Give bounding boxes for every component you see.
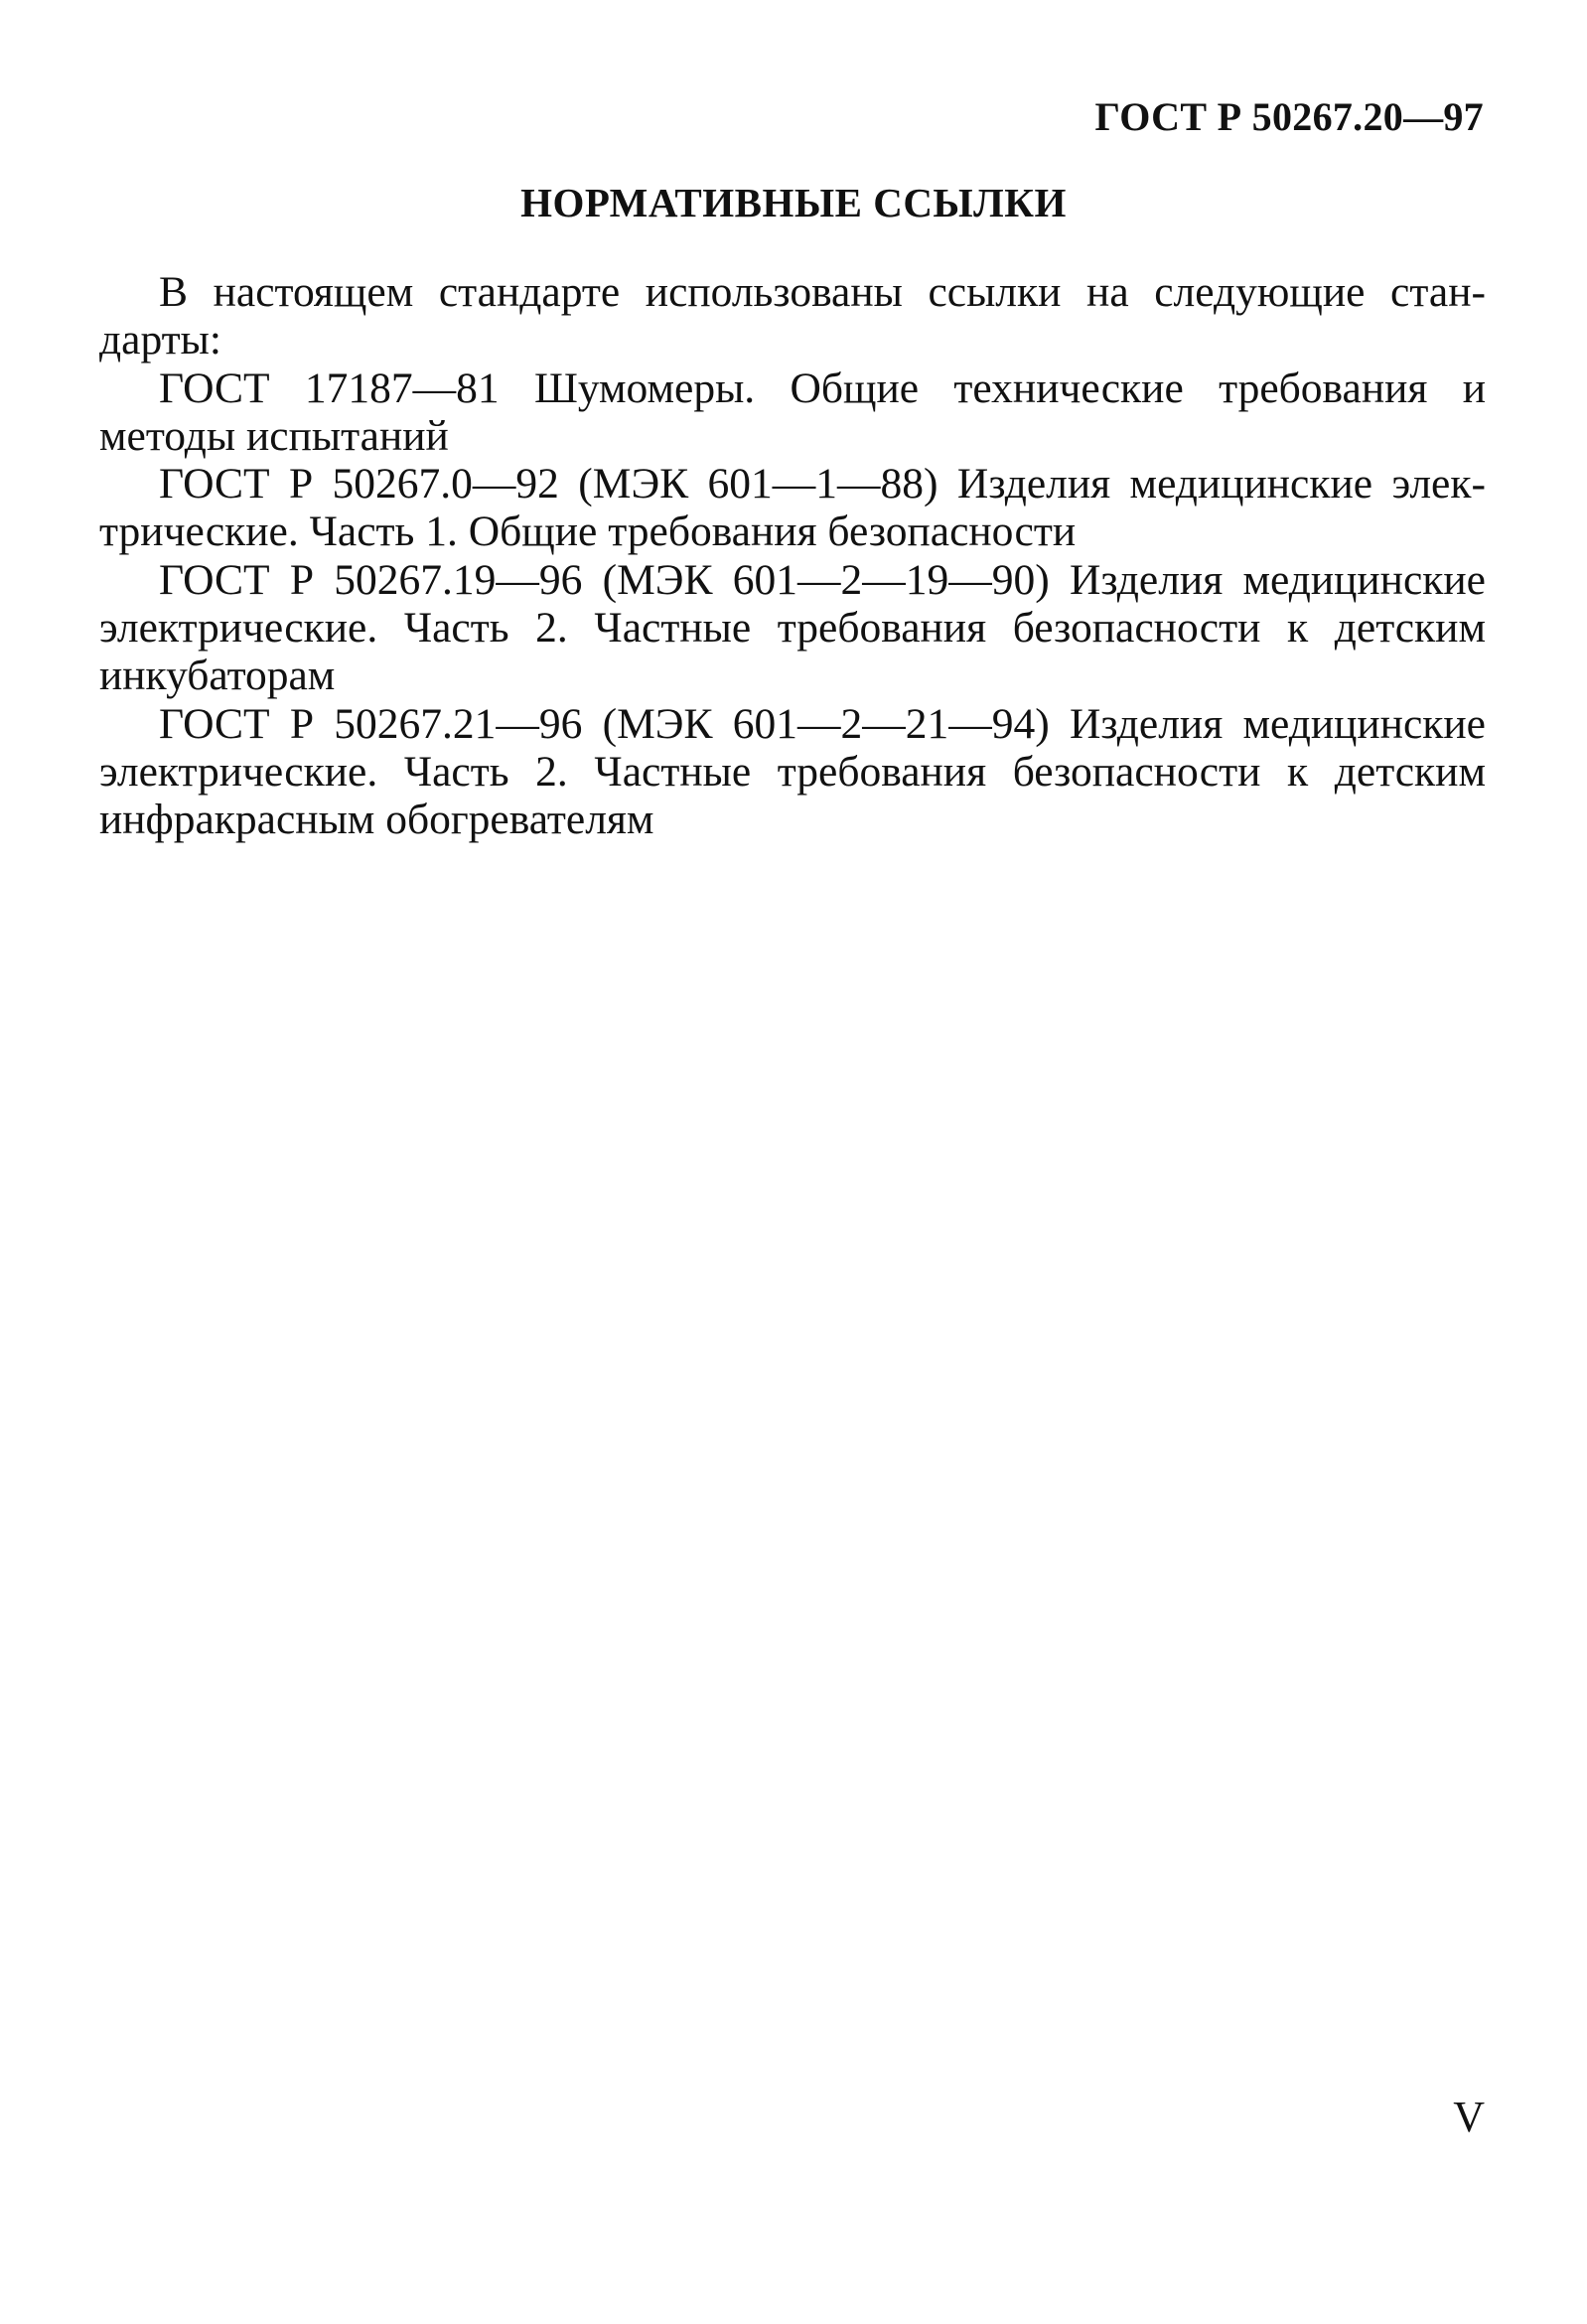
reference-item: ГОСТ Р 50267.21—96 (МЭК 601—2—21—94) Изделия медицинские электрические. Часть 2. Частные требования безопасности к детским инфракрасным обогревателям [99, 699, 1486, 844]
document-code: ГОСТ Р 50267.20—97 [1094, 94, 1484, 139]
reference-item: ГОСТ 17187—81 Шумомеры. Общие технические требования и методы испытаний [99, 363, 1486, 460]
references-list [99, 268, 1486, 844]
intro-paragraph: В настоящем стандарте использованы ссылки на следующие стандарты: [99, 268, 1486, 364]
section-title: НОРМАТИВНЫЕ ССЫЛКИ [520, 180, 1067, 225]
reference-item: ГОСТ Р 50267.19—96 (МЭК 601—2—19—90) Изделия медицинские электрические. Часть 2. Частные требования безопасности к детским инкубаторам [99, 555, 1486, 700]
reference-item: ГОСТ Р 50267.0—92 (МЭК 601—1—88) Изделия медицинские электрические. Часть 1. Общие требования безопасности [99, 460, 1486, 556]
page-number: V [1453, 2093, 1485, 2141]
